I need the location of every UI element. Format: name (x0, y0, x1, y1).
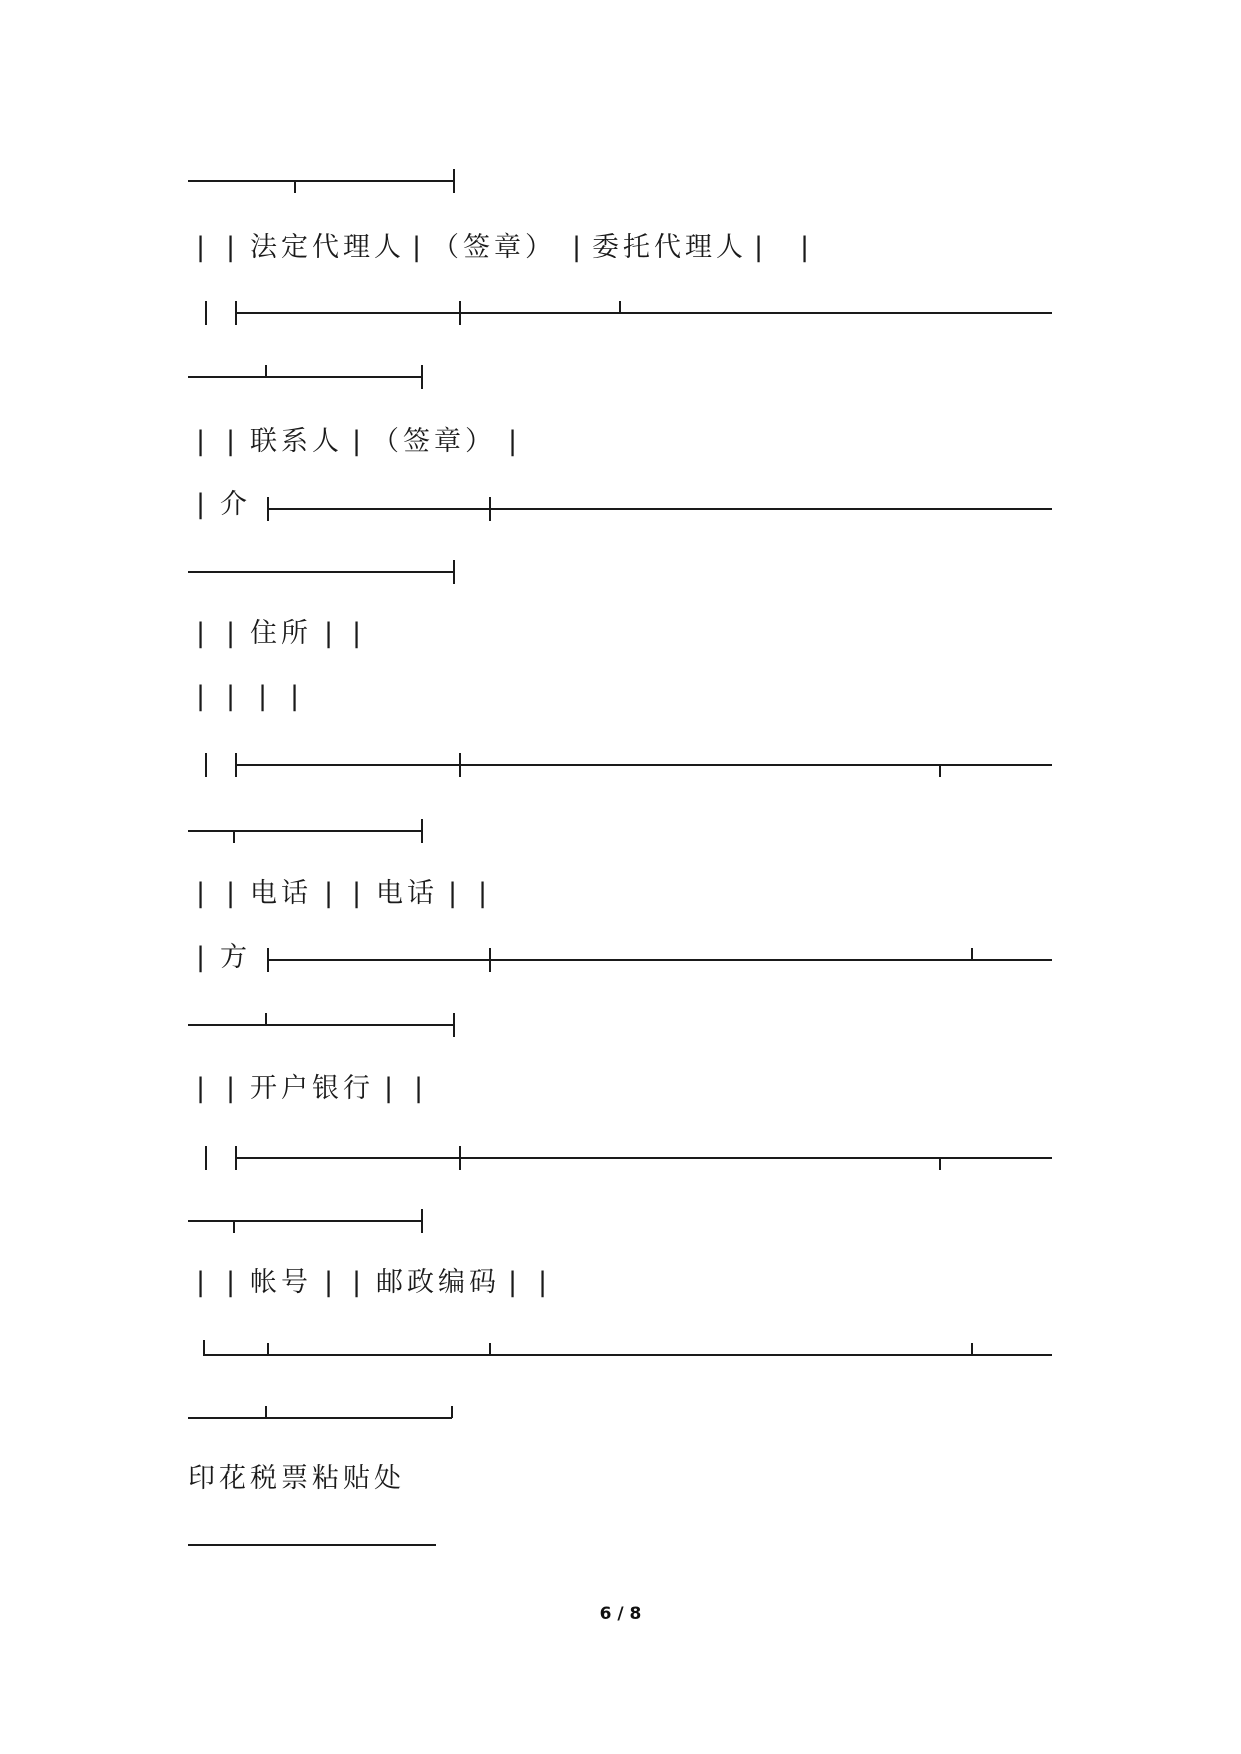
border-char: | (324, 878, 338, 909)
rule-line-1 (188, 169, 454, 193)
border-char: | (352, 426, 366, 457)
border-char: | (196, 426, 210, 457)
authorized-agent-label: 委托代理人 (592, 232, 747, 263)
border-char: | (324, 618, 338, 649)
border-char: | (196, 1073, 210, 1104)
rule-line-7 (188, 819, 422, 843)
rule-line-5 (188, 560, 454, 584)
border-char: | (226, 426, 240, 457)
rule-line-8 (268, 948, 1052, 972)
rule-line-6 (206, 753, 1052, 777)
border-char: | (226, 681, 240, 712)
contact-person-label: 联系人 (250, 426, 343, 457)
stamp-tax-label: 印花税票粘贴处 (188, 1463, 405, 1494)
phone-label: 电话 (376, 878, 438, 909)
border-char: | (508, 426, 522, 457)
border-char: | (196, 489, 210, 520)
rule-line-12 (204, 1340, 1052, 1355)
phone-label: 电话 (250, 878, 312, 909)
border-char: | (508, 1267, 522, 1298)
border-char: | (226, 878, 240, 909)
seal-label: （签章） (372, 426, 496, 457)
party-side-char: 介 (220, 489, 251, 520)
border-char: | (754, 232, 768, 263)
border-char: | (196, 618, 210, 649)
border-char: | (352, 618, 366, 649)
rule-line-4 (268, 497, 1052, 521)
border-char: | (478, 878, 492, 909)
address-label: 住所 (250, 618, 312, 649)
border-char: | (800, 232, 814, 263)
border-char: | (196, 1267, 210, 1298)
border-char: | (258, 681, 272, 712)
border-char: | (324, 1267, 338, 1298)
bank-label: 开户银行 (250, 1073, 374, 1104)
border-char: | (196, 681, 210, 712)
legal-agent-label: 法定代理人 (250, 232, 405, 263)
border-char: | (196, 942, 210, 973)
border-char: | (226, 618, 240, 649)
border-char: | (196, 878, 210, 909)
party-side-char: 方 (220, 942, 251, 973)
border-char: | (290, 681, 304, 712)
rule-line-13 (188, 1406, 452, 1418)
border-char: | (538, 1267, 552, 1298)
rule-line-10 (206, 1146, 1052, 1170)
account-label: 帐号 (250, 1267, 312, 1298)
rule-line-2 (206, 301, 1052, 325)
border-char: | (226, 232, 240, 263)
rule-line-3 (188, 365, 422, 389)
border-char: | (572, 232, 586, 263)
border-char: | (226, 1267, 240, 1298)
seal-label: （签章） (432, 232, 556, 263)
postal-code-label: 邮政编码 (376, 1267, 500, 1298)
border-char: | (384, 1073, 398, 1104)
page-number: 6 / 8 (599, 1604, 642, 1624)
border-char: | (352, 878, 366, 909)
rule-line-9 (188, 1013, 454, 1037)
border-char: | (414, 1073, 428, 1104)
border-char: | (226, 1073, 240, 1104)
rule-line-11 (188, 1209, 422, 1233)
border-char: | (352, 1267, 366, 1298)
border-char: | (448, 878, 462, 909)
border-char: | (412, 232, 426, 263)
border-char: | (196, 232, 210, 263)
